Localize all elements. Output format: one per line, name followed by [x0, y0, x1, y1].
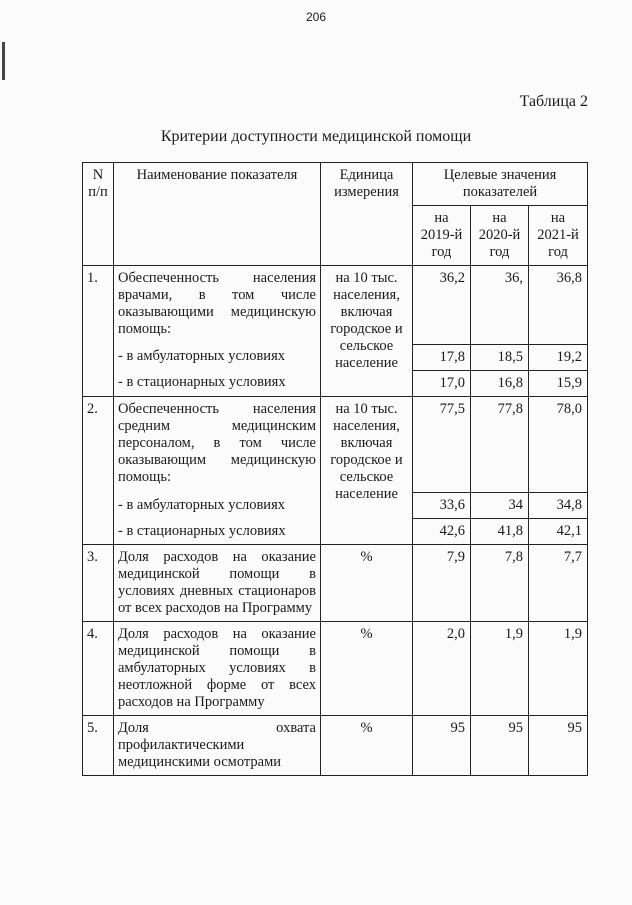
row-name: Доля расходов на оказание медицинской помощи в амбулаторных условиях в неотложной форме от всех расходов на Программу	[114, 622, 321, 716]
value-2021: 78,0	[529, 396, 588, 493]
page-number: 206	[305, 10, 327, 24]
value-2019: 77,5	[413, 396, 471, 493]
row-unit: на 10 тыс. населения, включая городское и сельское население	[321, 396, 413, 545]
header-target: Целевые значения показателей	[413, 163, 588, 206]
value-2020: 36,	[471, 266, 529, 345]
value-2020: 1,9	[471, 622, 529, 716]
row-number: 3.	[83, 545, 114, 622]
row-number: 4.	[83, 622, 114, 716]
value-2020: 95	[471, 716, 529, 776]
table-row	[83, 622, 588, 716]
value-2021: 95	[529, 716, 588, 776]
table-row	[83, 716, 588, 776]
header-year-2021: на 2021-й год	[529, 206, 588, 266]
value-2019: 42,6	[413, 519, 471, 545]
value-2020: 34	[471, 493, 529, 519]
table-row	[83, 396, 588, 493]
subrow-name: - в амбулаторных условиях	[114, 344, 321, 370]
header-year-2020: на 2020-й год	[471, 206, 529, 266]
value-2019: 17,0	[413, 370, 471, 396]
table-title: Критерии доступности медицинской помощи	[160, 128, 472, 145]
scan-edge-mark	[2, 42, 5, 80]
row-number: 1.	[83, 266, 114, 397]
row-number: 2.	[83, 396, 114, 545]
row-name: Обеспеченность населения средним медицинским персоналом, в том числе оказывающим медицинскую помощь:	[114, 396, 321, 493]
header-name: Наименование показателя	[114, 163, 321, 266]
criteria-table	[82, 162, 588, 776]
value-2021: 19,2	[529, 344, 588, 370]
header-unit: Единица измерения	[321, 163, 413, 266]
value-2019: 2,0	[413, 622, 471, 716]
table-caption: Таблица 2	[519, 93, 588, 110]
subrow-name: - в стационарных условиях	[114, 370, 321, 396]
value-2019: 95	[413, 716, 471, 776]
header-year-2019: на 2019-й год	[413, 206, 471, 266]
row-name: Доля охвата профилактическими медицинскими осмотрами	[114, 716, 321, 776]
value-2021: 36,8	[529, 266, 588, 345]
header-num: N п/п	[83, 163, 114, 266]
subrow-name: - в амбулаторных условиях	[114, 493, 321, 519]
row-unit: на 10 тыс. населения, включая городское и сельское население	[321, 266, 413, 397]
value-2019: 17,8	[413, 344, 471, 370]
value-2020: 41,8	[471, 519, 529, 545]
value-2021: 34,8	[529, 493, 588, 519]
subrow-name: - в стационарных условиях	[114, 519, 321, 545]
value-2021: 15,9	[529, 370, 588, 396]
table-row	[83, 266, 588, 345]
value-2020: 7,8	[471, 545, 529, 622]
value-2020: 18,5	[471, 344, 529, 370]
row-unit: %	[321, 716, 413, 776]
value-2019: 33,6	[413, 493, 471, 519]
row-name: Доля расходов на оказание медицинской помощи в условиях дневных стационаров от всех расходов на Программу	[114, 545, 321, 622]
value-2019: 7,9	[413, 545, 471, 622]
value-2020: 16,8	[471, 370, 529, 396]
value-2021: 42,1	[529, 519, 588, 545]
value-2019: 36,2	[413, 266, 471, 345]
value-2021: 1,9	[529, 622, 588, 716]
value-2020: 77,8	[471, 396, 529, 493]
value-2021: 7,7	[529, 545, 588, 622]
row-unit: %	[321, 622, 413, 716]
table-row	[83, 545, 588, 622]
row-unit: %	[321, 545, 413, 622]
row-name: Обеспеченность населения врачами, в том числе оказывающими медицинскую помощь:	[114, 266, 321, 345]
row-number: 5.	[83, 716, 114, 776]
